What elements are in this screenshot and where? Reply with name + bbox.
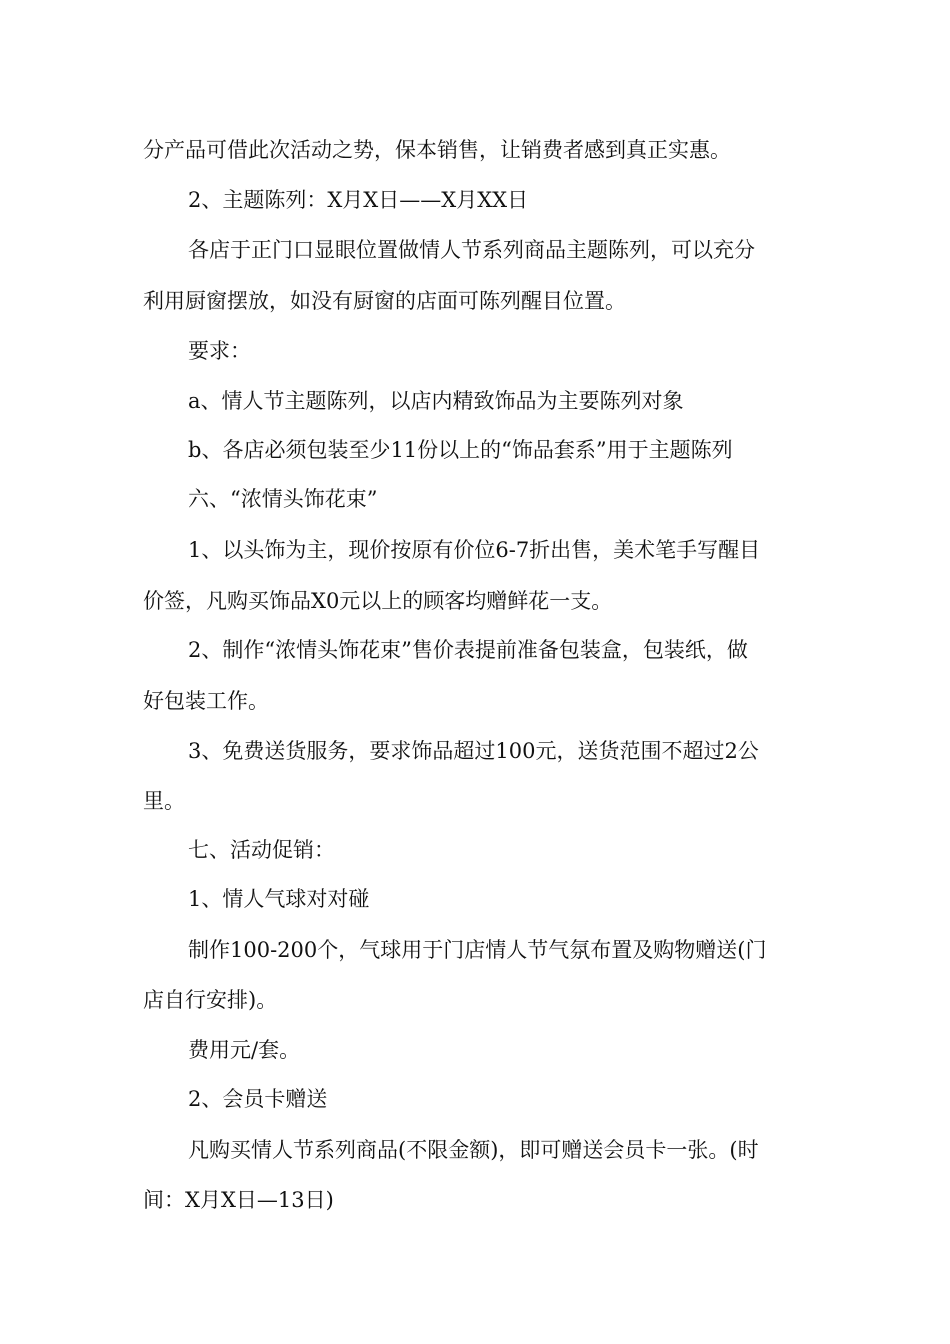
paragraph-line: 3、免费送货服务，要求饰品超过100元，送货范围不超过2公	[188, 739, 759, 763]
list-item: a、情人节主题陈列，以店内精致饰品为主要陈列对象	[188, 389, 684, 413]
subsection-heading: 2、会员卡赠送	[188, 1087, 328, 1111]
paragraph-line: 各店于正门口显眼位置做情人节系列商品主题陈列，可以充分	[188, 238, 755, 262]
list-item: b、各店必须包装至少11份以上的“饰品套系”用于主题陈列	[188, 438, 733, 462]
paragraph-line: 2、制作“浓情头饰花束”售价表提前准备包装盒，包装纸，做	[188, 638, 748, 662]
paragraph-line: 里。	[143, 789, 185, 813]
paragraph-line: 1、以头饰为主，现价按原有价位6-7折出售，美术笔手写醒目	[188, 538, 761, 562]
paragraph-line: 费用元/套。	[188, 1038, 301, 1062]
paragraph-line: 好包装工作。	[143, 689, 269, 713]
section-heading: 七、活动促销：	[188, 838, 335, 862]
paragraph-line: 店自行安排)。	[143, 988, 278, 1012]
paragraph-line: 制作100-200个，气球用于门店情人节气氛布置及购物赠送(门	[188, 938, 767, 962]
paragraph-line: 利用厨窗摆放，如没有厨窗的店面可陈列醒目位置。	[143, 289, 626, 313]
text-line: 分产品可借此次活动之势，保本销售，让销费者感到真正实惠。	[143, 138, 731, 162]
paragraph-line: 价签，凡购买饰品X0元以上的顾客均赠鲜花一支。	[143, 589, 613, 613]
section-heading: 六、“浓情头饰花束”	[188, 487, 378, 511]
paragraph-line: 凡购买情人节系列商品(不限金额)，即可赠送会员卡一张。(时	[188, 1138, 759, 1162]
section-heading: 2、主题陈列：X月X日——X月XX日	[188, 188, 529, 212]
subsection-heading: 1、情人气球对对碰	[188, 887, 370, 911]
requirements-label: 要求：	[188, 339, 251, 363]
paragraph-line: 间：X月X日—13日)	[143, 1188, 334, 1212]
